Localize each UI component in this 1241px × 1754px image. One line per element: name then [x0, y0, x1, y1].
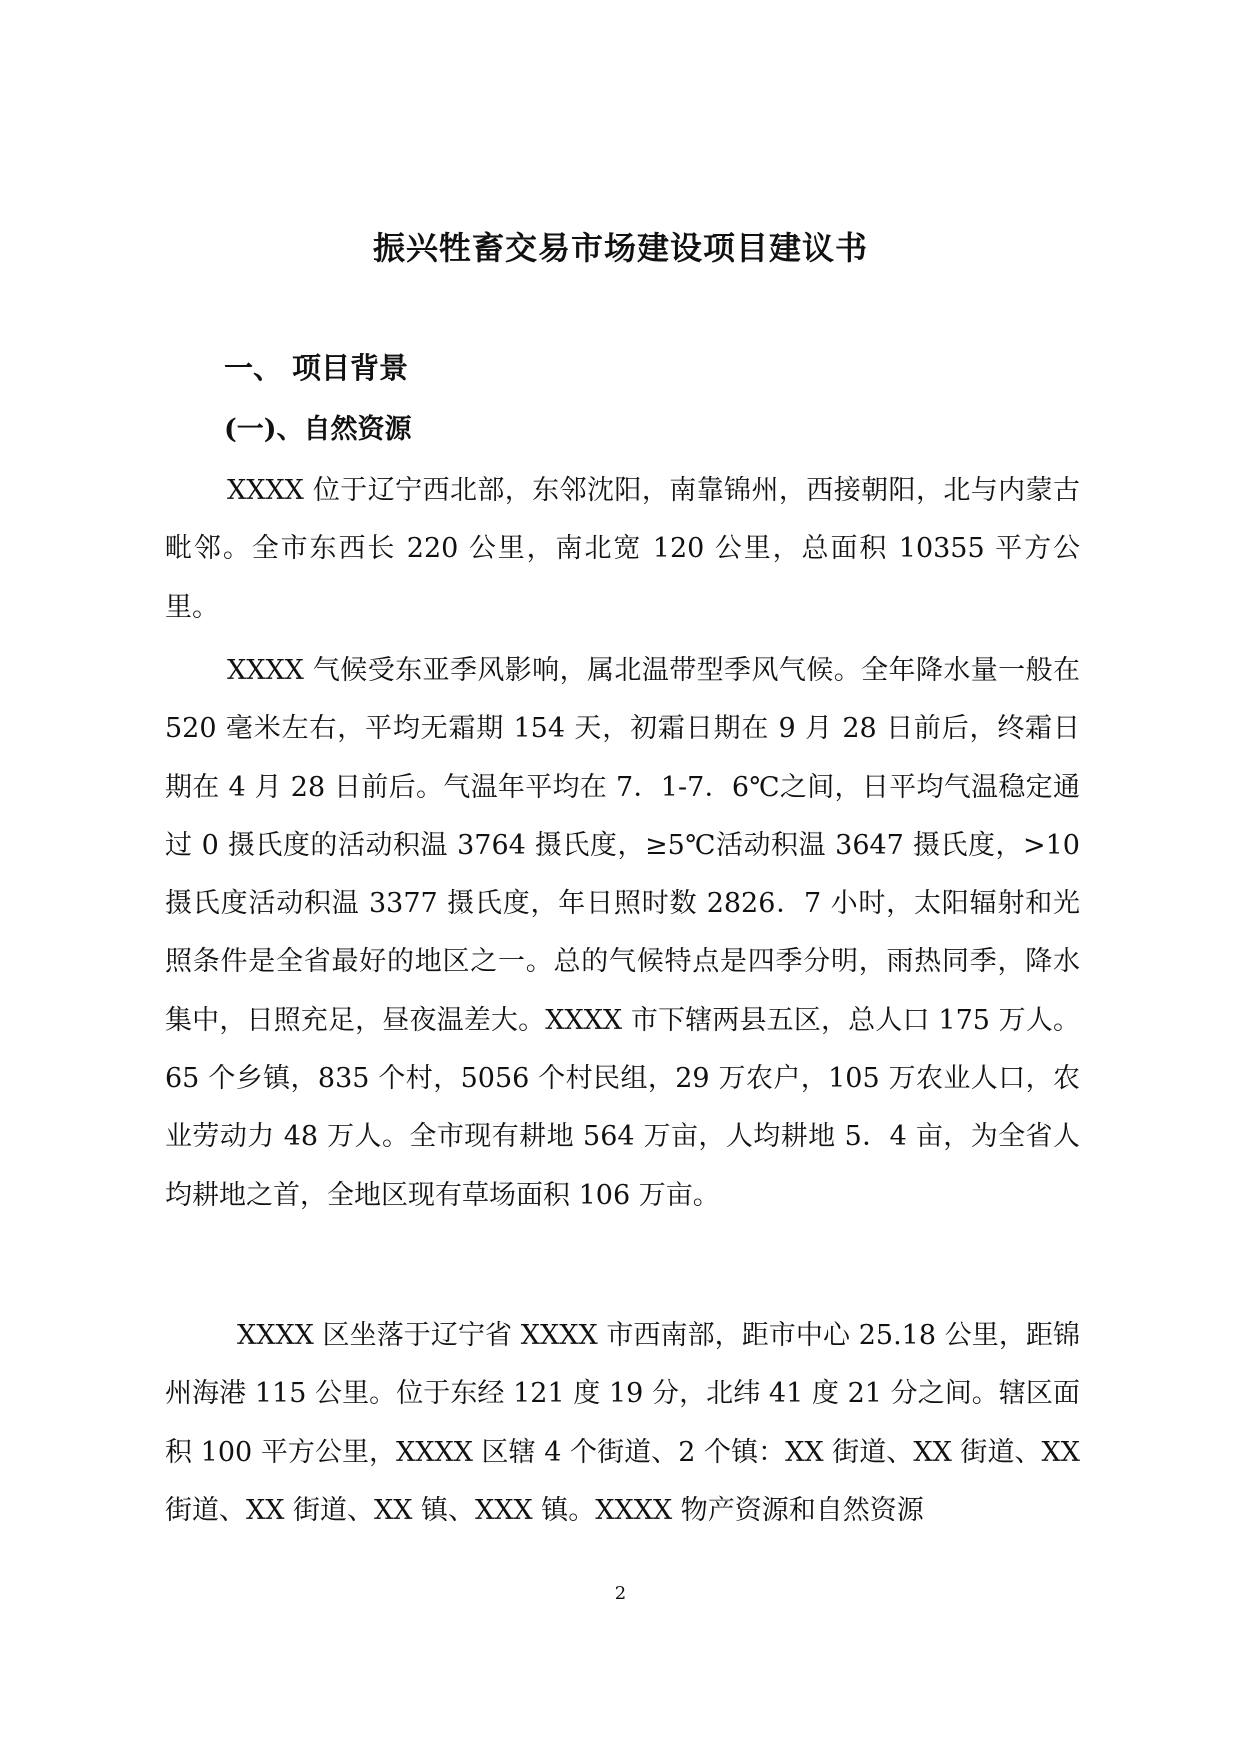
section-number: 一、	[224, 351, 283, 385]
subsection-heading: (一)、自然资源	[224, 414, 412, 445]
paragraph-district: XXXX 区坐落于辽宁省 XXXX 市西南部，距市中心 25.18 公里，距锦州海港 115 公里。位于东经 121 度 19 分，北纬 41 度 21 分之间。辖区面积 100 平方公里，XXXX 区辖 4 个街道、2 个镇：XX 街道、XX 街道、XX 街道、XX 街道、XX 镇、XXX 镇。XXXX 物产资源和自然资源	[165, 1320, 1080, 1526]
paragraph-climate: XXXX 气候受东亚季风影响，属北温带型季风气候。全年降水量一般在 520 毫米左右，平均无霜期 154 天，初霜日期在 9 月 28 日前后，终霜日期在 4 月 28 日前后。气温年平均在 7．1-7．6℃之间，日平均气温稳定通过 0 摄氏度的活动积温 3764 摄氏度，≥5℃活动积温 3647 摄氏度，>10 摄氏度活动积温 3377 摄氏度，年日照时数 2826．7 小时，太阳辐射和光照条件是全省最好的地区之一。总的气候特点是四季分明，雨热同季，降水集中，日照充足，昼夜温差大。XXXX 市下辖两县五区，总人口 175 万人。 65 个乡镇，835 个村，5056 个村民组，29 万农户，105 万农业人口，农业劳动力 48 万人。全市现有耕地 564 万亩，人均耕地 5．4 亩，为全省人均耕地之首，全地区现有草场面积 106 万亩。	[165, 655, 1080, 1211]
page-number: 2	[614, 1583, 627, 1604]
section-title: 项目背景	[292, 351, 409, 385]
paragraph-location: XXXX 位于辽宁西北部，东邻沈阳，南靠锦州，西接朝阳，北与内蒙古毗邻。全市东西长 220 公里，南北宽 120 公里，总面积 10355 平方公里。	[165, 475, 1080, 623]
document-title: 振兴牲畜交易市场建设项目建议书	[372, 229, 868, 267]
section-heading	[224, 346, 408, 390]
